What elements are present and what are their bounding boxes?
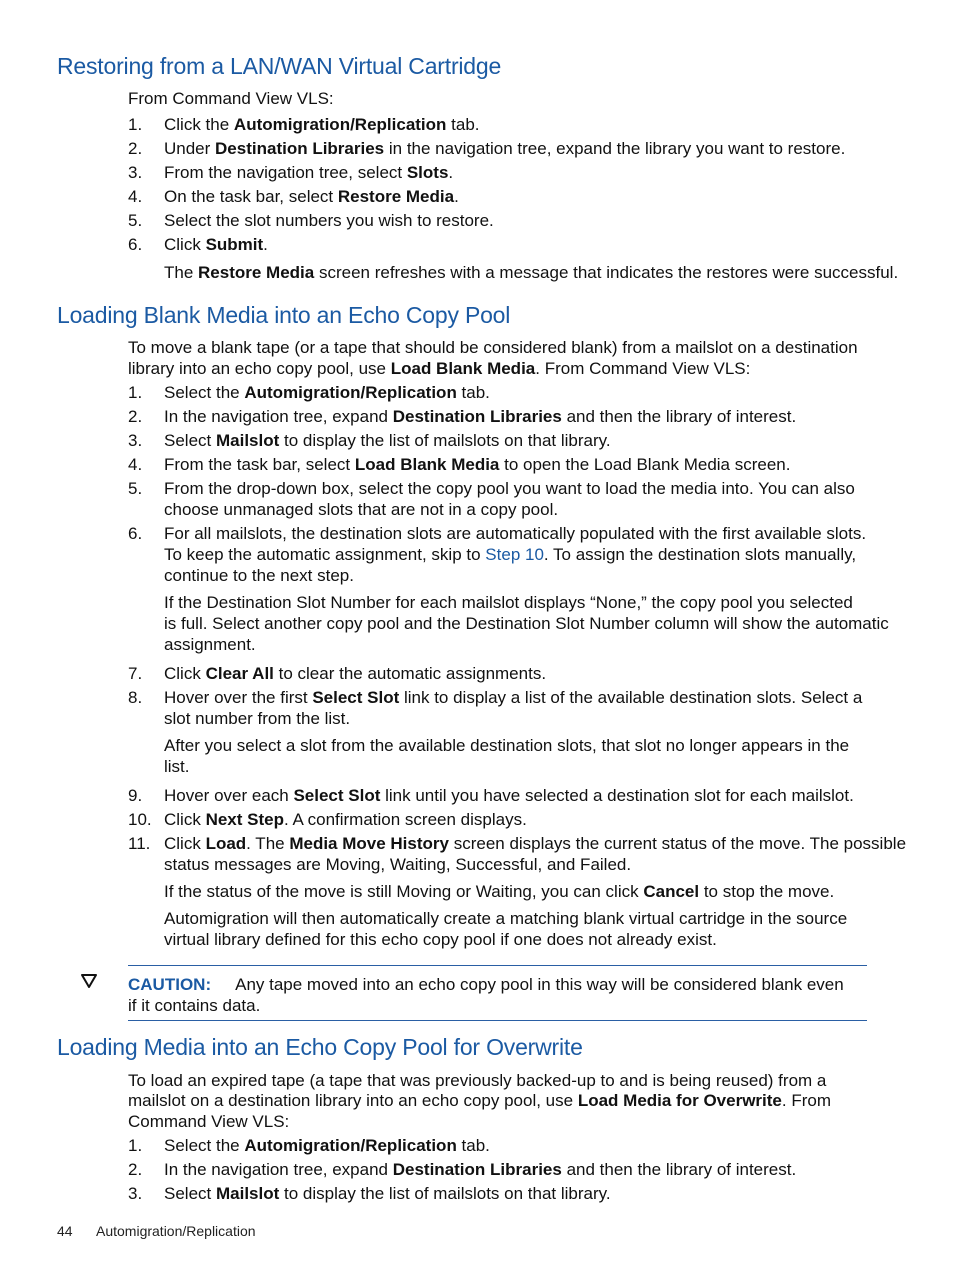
- step-number: 3.: [128, 1184, 143, 1203]
- caution-top-rule: [128, 965, 867, 966]
- step-number: 1.: [128, 383, 143, 402]
- caution-text: CAUTION: Any tape moved into an echo copy pool in this way will be considered blank even: [128, 975, 844, 994]
- step-note: Automigration will then automatically create a matching blank virtual cartridge in the source: [164, 909, 848, 928]
- step-number: 6.: [128, 235, 143, 254]
- step-note: If the status of the move is still Moving or Waiting, you can click Cancel to stop the move.: [164, 882, 835, 901]
- step-text: To keep the automatic assignment, skip to Step 10. To assign the destination slots manually,: [164, 545, 857, 564]
- step-text: Click Clear All to clear the automatic assignments.: [164, 664, 547, 683]
- step-number: 11.: [128, 834, 151, 853]
- section-heading: Loading Media into an Echo Copy Pool for Overwrite: [57, 1034, 583, 1060]
- section-heading: Restoring from a LAN/WAN Virtual Cartridge: [57, 53, 502, 79]
- step-text: From the task bar, select Load Blank Media to open the Load Blank Media screen.: [164, 455, 791, 474]
- footer-chapter: Automigration/Replication: [96, 1223, 256, 1239]
- caution-text: if it contains data.: [128, 996, 261, 1015]
- step-note: After you select a slot from the available destination slots, that slot no longer appears in the: [164, 736, 850, 755]
- step-text: Hover over the first Select Slot link to display a list of the available destination slots. Select a: [164, 688, 863, 707]
- step-text: Select Mailslot to display the list of mailslots on that library.: [164, 431, 611, 450]
- step-text: Click the Automigration/Replication tab.: [164, 115, 480, 134]
- caution-label: CAUTION:: [128, 975, 212, 994]
- caution-bottom-rule: [128, 1020, 867, 1021]
- step-text: Select Mailslot to display the list of mailslots on that library.: [164, 1184, 611, 1203]
- intro-text: To move a blank tape (or a tape that should be considered blank) from a mailslot on a destination: [128, 338, 858, 357]
- step-text: Click Load. The Media Move History screen displays the current status of the move. The possible: [164, 834, 907, 853]
- intro-text: mailslot on a destination library into an echo copy pool, use Load Media for Overwrite. From: [128, 1091, 831, 1110]
- intro-text: From Command View VLS:: [128, 89, 334, 108]
- step-text: From the navigation tree, select Slots.: [164, 163, 454, 182]
- intro-text: Command View VLS:: [128, 1112, 290, 1131]
- step-number: 6.: [128, 524, 143, 543]
- step-note: list.: [164, 757, 190, 776]
- step-number: 5.: [128, 479, 143, 498]
- step-text: For all mailslots, the destination slots are automatically populated with the first available slots.: [164, 524, 867, 543]
- step-number: 7.: [128, 664, 143, 683]
- step-text: Select the Automigration/Replication tab.: [164, 383, 490, 402]
- step-text: In the navigation tree, expand Destination Libraries and then the library of interest.: [164, 1160, 797, 1179]
- step-text: Under Destination Libraries in the navigation tree, expand the library you want to restore.: [164, 139, 846, 158]
- step-number: 8.: [128, 688, 143, 707]
- step-text: continue to the next step.: [164, 566, 354, 585]
- warning-icon: [80, 973, 98, 989]
- section-heading: Loading Blank Media into an Echo Copy Pool: [57, 302, 511, 328]
- step-number: 3.: [128, 163, 143, 182]
- step-number: 9.: [128, 786, 143, 805]
- step-note: If the Destination Slot Number for each mailslot displays “None,” the copy pool you selected: [164, 593, 853, 612]
- step-number: 5.: [128, 211, 143, 230]
- step-text: Hover over each Select Slot link until you have selected a destination slot for each mailslot.: [164, 786, 854, 805]
- step-note: assignment.: [164, 635, 256, 654]
- intro-text: library into an echo copy pool, use Load Blank Media. From Command View VLS:: [128, 359, 751, 378]
- page-number: 44: [57, 1223, 73, 1239]
- step-note: is full. Select another copy pool and the Destination Slot Number column will show the automatic: [164, 614, 889, 633]
- step-text: Select the slot numbers you wish to restore.: [164, 211, 494, 230]
- step-number: 3.: [128, 431, 143, 450]
- step-number: 2.: [128, 407, 143, 426]
- step-text: status messages are Moving, Waiting, Successful, and Failed.: [164, 855, 632, 874]
- step-text: Click Next Step. A confirmation screen displays.: [164, 810, 527, 829]
- step-text: slot number from the list.: [164, 709, 351, 728]
- step-note: virtual library defined for this echo copy pool if one does not already exist.: [164, 930, 717, 949]
- step-number: 1.: [128, 1136, 143, 1155]
- step-10-link[interactable]: Step 10: [485, 545, 544, 564]
- step-number: 4.: [128, 187, 143, 206]
- step-number: 2.: [128, 1160, 143, 1179]
- intro-text: To load an expired tape (a tape that was previously backed-up to and is being reused) from a: [128, 1071, 827, 1090]
- step-text: Click Submit.: [164, 235, 268, 254]
- step-number: 2.: [128, 139, 143, 158]
- step-note: The Restore Media screen refreshes with a message that indicates the restores were successful.: [164, 263, 899, 282]
- step-text: choose unmanaged slots that are not in a copy pool.: [164, 500, 559, 519]
- step-number: 1.: [128, 115, 143, 134]
- step-text: In the navigation tree, expand Destination Libraries and then the library of interest.: [164, 407, 797, 426]
- step-text: On the task bar, select Restore Media.: [164, 187, 459, 206]
- step-text: Select the Automigration/Replication tab.: [164, 1136, 490, 1155]
- step-text: From the drop-down box, select the copy pool you want to load the media into. You can also: [164, 479, 855, 498]
- step-number: 4.: [128, 455, 143, 474]
- step-number: 10.: [128, 810, 152, 829]
